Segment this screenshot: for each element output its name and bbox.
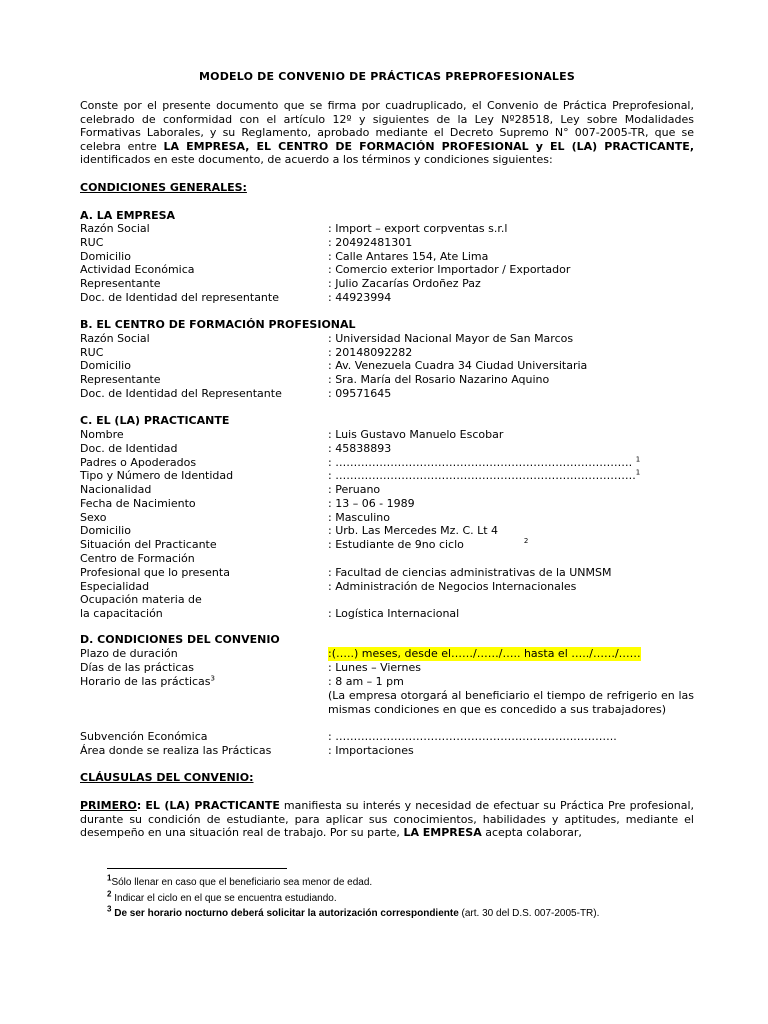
clausula-colon: : xyxy=(136,799,142,812)
footnote xyxy=(107,904,600,919)
centro-row xyxy=(80,332,694,346)
row-label: Doc. de Identidad xyxy=(80,442,178,455)
footnote-separator xyxy=(107,868,287,869)
row-label: Días de las prácticas xyxy=(80,661,194,674)
practicante-row xyxy=(80,552,694,566)
convenio-heading: D. CONDICIONES DEL CONVENIO xyxy=(80,633,280,646)
row-value: : Facultad de ciencias administrativas de la UNMSM xyxy=(328,566,612,579)
row-value: : Luis Gustavo Manuelo Escobar xyxy=(328,428,504,441)
practicante-row xyxy=(80,593,694,607)
footnote-number: 1 xyxy=(107,873,112,883)
row-label: Sexo xyxy=(80,511,107,524)
row-label: Área donde se realiza las Prácticas xyxy=(80,744,272,757)
row-label: Doc. de Identidad del representante xyxy=(80,291,279,304)
row-value: : Comercio exterior Importador / Exportador xyxy=(328,263,571,276)
clausula-label: PRIMERO xyxy=(80,799,137,812)
row-value: : Importaciones xyxy=(328,744,414,757)
row-value-text: : ……………………………………………………………………… xyxy=(328,456,633,469)
row-label: RUC xyxy=(80,346,104,359)
row-value: :(…..) meses, desde el……/……/….. hasta el …../……/…… xyxy=(328,647,641,660)
intro-paragraph xyxy=(80,99,694,167)
row-label: Domicilio xyxy=(80,524,131,537)
row-label: Representante xyxy=(80,277,161,290)
row-value: : Av. Venezuela Cuadra 34 Ciudad Universitaria xyxy=(328,359,588,372)
intro-parties: LA EMPRESA, EL CENTRO DE FORMACIÓN PROFESIONAL y EL (LA) PRACTICANTE, xyxy=(163,139,694,153)
row-value: : Peruano xyxy=(328,483,381,496)
row-value xyxy=(328,456,640,470)
row-value: : Administración de Negocios Internacionales xyxy=(328,580,577,593)
row-value: : Julio Zacarías Ordoñez Paz xyxy=(328,277,481,290)
footnote-text: Sólo llenar en caso que el beneficiario sea menor de edad. xyxy=(111,877,373,888)
row-label xyxy=(80,675,215,689)
practicante-row xyxy=(80,566,694,580)
empresa-heading: A. LA EMPRESA xyxy=(80,209,176,222)
row-label: Razón Social xyxy=(80,222,150,235)
centro-row xyxy=(80,359,694,373)
row-label: Tipo y Número de Identidad xyxy=(80,469,234,482)
row-value-text: : Estudiante de 9no ciclo xyxy=(328,538,464,551)
condiciones-generales-heading: CONDICIONES GENERALES: xyxy=(80,181,247,194)
clausula-text: manifiesta su interés y necesidad de efectuar su Práctica Pre profesional, durante su condición de estudiante, para aplicar sus conocimientos, habilidades y aptitudes, mediante el desempeño en una situación real de trabajo. Por su parte, xyxy=(80,799,694,840)
row-label: Representante xyxy=(80,373,161,386)
empresa-row xyxy=(80,222,694,236)
practicante-row xyxy=(80,607,694,621)
practicante-row xyxy=(80,511,694,525)
footnote-text: Indicar el ciclo en el que se encuentra estudiando. xyxy=(114,893,337,904)
practicante-row xyxy=(80,456,694,470)
row-value: : Urb. Las Mercedes Mz. C. Lt 4 xyxy=(328,524,499,537)
row-label: la capacitación xyxy=(80,607,163,620)
empresa-row xyxy=(80,250,694,264)
clausula-party: EL (LA) PRACTICANTE xyxy=(145,799,280,812)
row-value xyxy=(328,469,640,483)
row-value: : 8 am – 1 pm xyxy=(328,675,404,688)
practicante-row xyxy=(80,428,694,442)
row-value: : 13 – 06 - 1989 xyxy=(328,497,415,510)
horario-note: (La empresa otorgará al beneficiario el tiempo de refrigerio en las mismas condiciones en que es concedido a sus trabajadores) xyxy=(328,689,694,716)
empresa-row xyxy=(80,277,694,291)
row-value: : 45838893 xyxy=(328,442,392,455)
footnote-ref: 1 xyxy=(635,455,641,464)
row-label: Plazo de duración xyxy=(80,647,178,660)
row-label: Especialidad xyxy=(80,580,150,593)
row-label: Doc. de Identidad del Representante xyxy=(80,387,282,400)
row-value: : Sra. María del Rosario Nazarino Aquino xyxy=(328,373,550,386)
row-label: Profesional que lo presenta xyxy=(80,566,230,579)
row-label: Situación del Practicante xyxy=(80,538,217,551)
row-label: RUC xyxy=(80,236,104,249)
row-label-text: Horario de las prácticas xyxy=(80,675,211,688)
centro-heading: B. EL CENTRO DE FORMACIÓN PROFESIONAL xyxy=(80,318,356,331)
row-label: Nacionalidad xyxy=(80,483,152,496)
footnote xyxy=(107,889,337,904)
practicante-row xyxy=(80,442,694,456)
practicante-row xyxy=(80,524,694,538)
row-label: Padres o Apoderados xyxy=(80,456,197,469)
footnote-ref: 3 xyxy=(210,674,215,683)
row-value: : Calle Antares 154, Ate Lima xyxy=(328,250,489,263)
row-label: Ocupación materia de xyxy=(80,593,202,606)
row-label: Subvención Económica xyxy=(80,730,208,743)
row-value xyxy=(328,538,528,552)
row-value: : 44923994 xyxy=(328,291,392,304)
centro-row xyxy=(80,346,694,360)
practicante-row xyxy=(80,580,694,594)
footnote-number: 2 xyxy=(107,889,112,899)
row-label: Razón Social xyxy=(80,332,150,345)
row-value: : 20148092282 xyxy=(328,346,413,359)
convenio-row xyxy=(80,661,694,675)
clausulas-heading: CLÁUSULAS DEL CONVENIO: xyxy=(80,771,254,784)
centro-row xyxy=(80,373,694,387)
intro-text: Conste por el presente documento que se firma por cuadruplicado, el Convenio de Práctica Preprofesional, celebrado de conformidad con el artículo 12º y siguientes de la Ley Nº28518, Ley sobre Modalidades Formativas Laborales, y su Reglamento, aprobado mediante el Decreto Supremo N° 007-2005-TR, que se celebra entre xyxy=(80,99,694,153)
footnote-ref: 2 xyxy=(523,537,529,546)
row-value: : …………………………………………….…………..……….. xyxy=(328,730,617,743)
row-label: Domicilio xyxy=(80,250,131,263)
row-label: Fecha de Nacimiento xyxy=(80,497,196,510)
row-value: : Lunes – Viernes xyxy=(328,661,421,674)
row-value: : Masculino xyxy=(328,511,390,524)
footnote-ref: 1 xyxy=(635,468,641,477)
row-value-text: : ………………………………………………………………………. xyxy=(328,469,636,482)
row-label: Centro de Formación xyxy=(80,552,195,565)
row-label: Nombre xyxy=(80,428,124,441)
convenio-row xyxy=(80,647,694,661)
empresa-row xyxy=(80,236,694,250)
practicante-row xyxy=(80,469,694,483)
convenio-row xyxy=(80,730,694,744)
row-value: : 09571645 xyxy=(328,387,392,400)
clausula-text-end: acepta colaborar, xyxy=(481,826,582,840)
footnote xyxy=(107,873,373,888)
empresa-row xyxy=(80,291,694,305)
footnote-number: 3 xyxy=(107,904,112,914)
document-title: MODELO DE CONVENIO DE PRÁCTICAS PREPROFESIONALES xyxy=(199,70,575,83)
empresa-row xyxy=(80,263,694,277)
practicante-row xyxy=(80,497,694,511)
row-label: Domicilio xyxy=(80,359,131,372)
footnote-text: De ser horario nocturno deberá solicitar la autorización correspondiente xyxy=(114,908,459,919)
row-label: Actividad Económica xyxy=(80,263,195,276)
practicante-row xyxy=(80,483,694,497)
row-value: : 20492481301 xyxy=(328,236,413,249)
intro-text-end: identificados en este documento, de acuerdo a los términos y condiciones siguientes: xyxy=(80,153,553,167)
clausula-primero xyxy=(80,799,694,840)
row-value: : Universidad Nacional Mayor de San Marcos xyxy=(328,332,574,345)
centro-row xyxy=(80,387,694,401)
clausula-party-empresa: LA EMPRESA xyxy=(403,826,482,840)
practicante-heading: C. EL (LA) PRACTICANTE xyxy=(80,414,230,427)
convenio-row xyxy=(80,744,694,758)
row-value: : Import – export corpventas s.r.l xyxy=(328,222,508,235)
convenio-row xyxy=(80,675,694,689)
row-value: : Logística Internacional xyxy=(328,607,460,620)
practicante-row xyxy=(80,538,694,552)
footnote-text-ref: (art. 30 del D.S. 007-2005-TR). xyxy=(458,908,600,919)
